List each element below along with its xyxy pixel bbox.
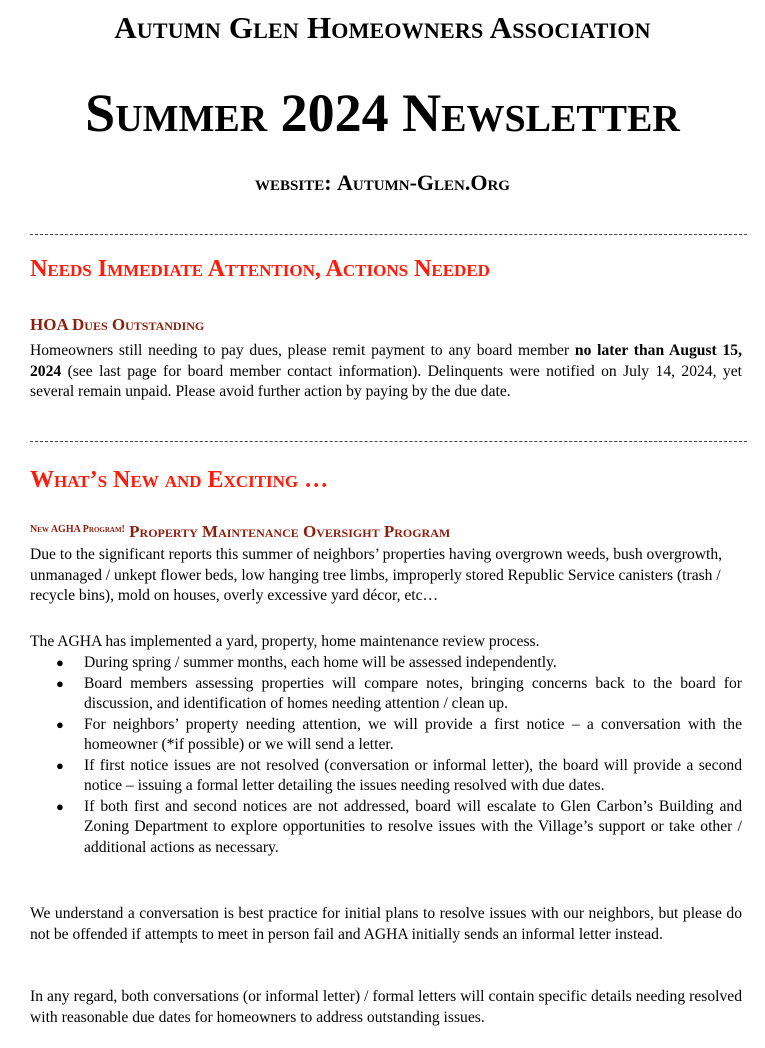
dues-subheading: HOA Dues Outstanding: [30, 315, 205, 334]
process-list: [30, 653, 742, 858]
dues-deadline: no later than August 15, 2024: [30, 342, 742, 380]
program-intro: Due to the significant reports this summer of neighbors’ properties having overgrown weeds, bush overgrowth, unmanaged / unkept flower beds, low hanging tree limbs, improperly stored Republic Service canisters (trash / recycle bins), mold on houses, overly excessive yard décor, etc…: [30, 546, 723, 604]
bullet-icon: ●: [56, 675, 64, 691]
program-subheading: [30, 522, 450, 542]
bullet-icon: ●: [56, 798, 64, 814]
list-item: ● Board members assessing properties will compare notes, bringing concerns back to the board for discussion, and identification of homes needing attention / clean up.: [56, 674, 742, 712]
dues-paragraph: [30, 341, 742, 403]
program-title: Property Maintenance Oversight Program: [129, 522, 451, 541]
process-lead: The AGHA has implemented a yard, property, home maintenance review process.: [30, 633, 540, 650]
attention-section-heading: Needs Immediate Attention, Actions Needed: [30, 256, 490, 282]
divider: [30, 234, 747, 235]
dues-text-2: (see last page for board member contact information). Delinquents were notified on July 14, 2024, yet several remain unpaid. Please avoid further action by paying by the due date.: [30, 362, 742, 400]
new-section-heading: What’s New and Exciting …: [30, 467, 329, 493]
divider: [30, 441, 747, 442]
list-item: ● During spring / summer months, each home will be assessed independently.: [30, 653, 742, 674]
new-program-tag: New AGHA Program!: [30, 524, 125, 535]
list-item: ● For neighbors’ property needing attention, we will provide a first notice – a conversation with the homeowner (*if possible) or we will send a letter.: [56, 715, 742, 753]
closing-paragraph-2: In any regard, both conversations (or informal letter) / formal letters will contain specific details needing resolved with reasonable due dates for homeowners to address outstanding issues.: [30, 988, 742, 1026]
bullet-icon: ●: [56, 655, 64, 670]
closing-paragraph-1: We understand a conversation is best practice for initial plans to resolve issues with our neighbors, but please do not be offended if attempts to meet in person fail and AGHA initially sends an informal letter instead.: [30, 905, 742, 943]
list-item: ● If first notice issues are not resolved (conversation or informal letter), the board will provide a second notice – issuing a formal letter detailing the issues needing resolved with due dates.: [56, 756, 742, 794]
bullet-icon: ●: [56, 757, 64, 773]
association-name: Autumn Glen Homeowners Association: [114, 10, 651, 45]
bullet-icon: ●: [56, 716, 64, 732]
dues-text-1: Homeowners still needing to pay dues, please remit payment to any board member: [30, 342, 575, 359]
newsletter-title: Summer 2024 Newsletter: [85, 83, 680, 143]
website-link[interactable]: Autumn-Glen.Org: [337, 170, 510, 195]
list-item: ● If both first and second notices are not addressed, board will escalate to Glen Carbon’s Building and Zoning Department to explore opportunities to resolve issues with the Village’s support or take other / additional actions as necessary.: [56, 797, 742, 856]
website-label: website:: [255, 170, 332, 195]
website-line: [0, 170, 765, 196]
